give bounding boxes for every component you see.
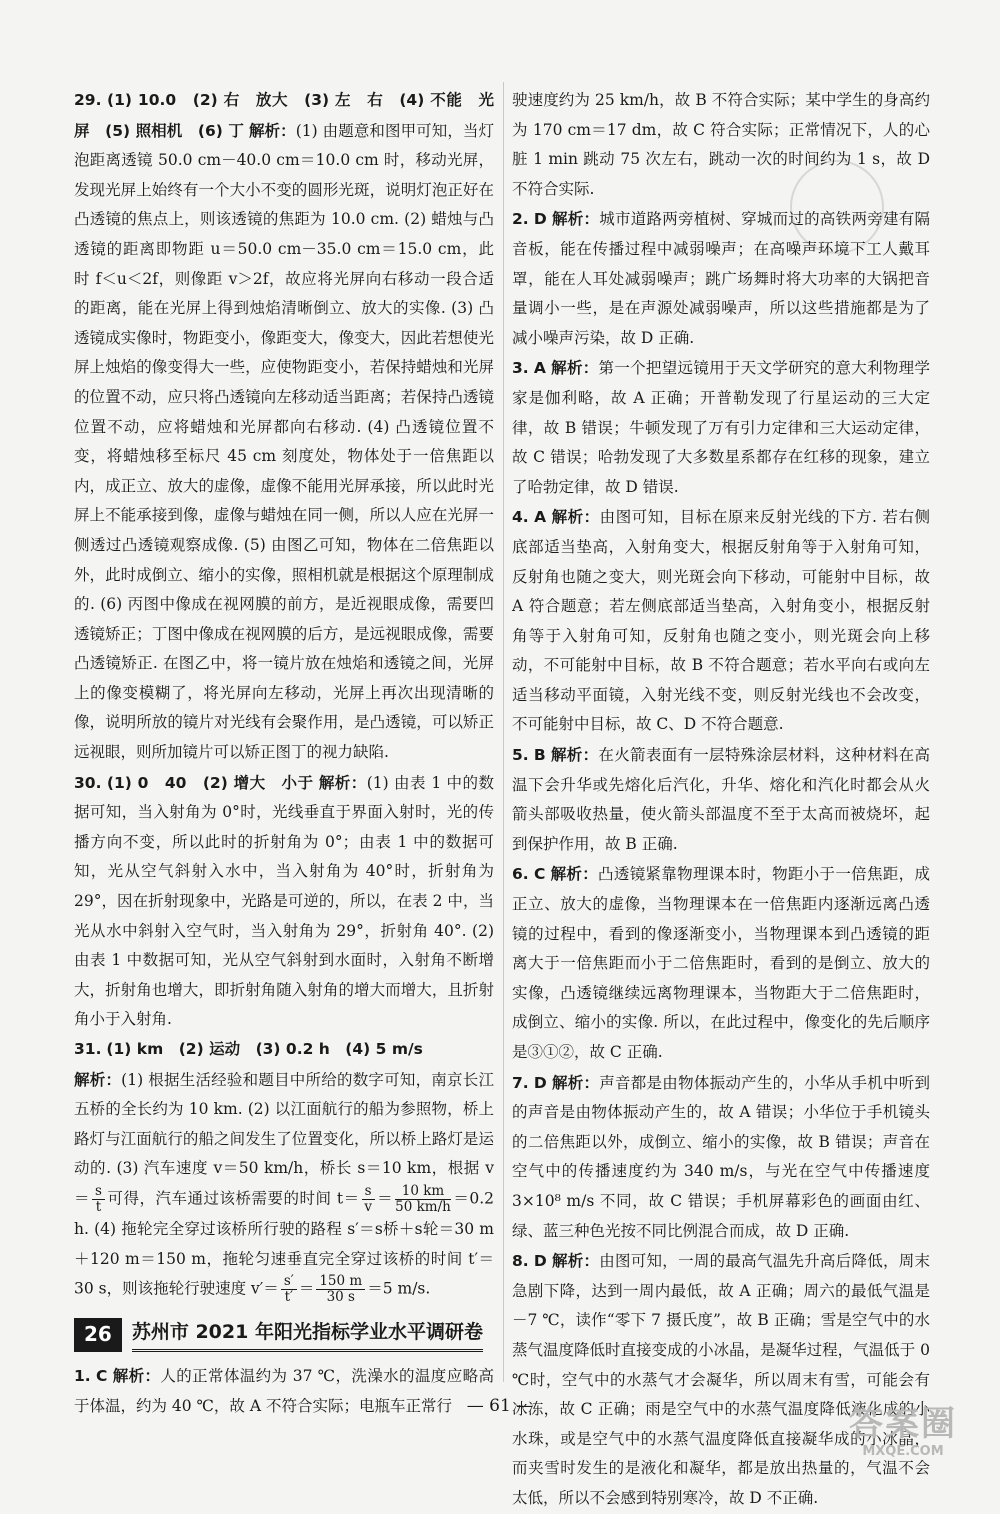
analysis-label: 解析：: [318, 772, 367, 792]
analysis-text: 在火箭表面有一层特殊涂层材料，这种材料在高温下会升华或先熔化后汽化，升华、熔化和汽化时都会从火箭头部吸收热量，使火箭头部温度不至于太高而被烧坏，起到保护作用，故 B 正确.: [512, 746, 930, 853]
question-3: [512, 353, 930, 502]
question-30: [74, 768, 494, 1035]
question-4: [512, 502, 930, 740]
answer: D: [533, 1073, 547, 1092]
answer: D: [533, 1252, 547, 1271]
analysis-label: 解析：: [112, 1366, 161, 1386]
question-6: [512, 859, 930, 1067]
question-number: 31.: [74, 1040, 102, 1058]
analysis-label: 解析：: [248, 120, 296, 140]
question-number: 5.: [512, 746, 529, 765]
column-divider: [503, 82, 504, 1382]
analysis-text: 声音都是由物体振动产生的，小华从手机中听到的声音是由物体振动产生的，故 A 错误；小华位于手机镜头的二倍焦距以外，成倒立、缩小的实像，故 B 错误；声音在空气中的传播速度约为 340 m/s，与光在空气中传播速度 3×10⁸ m/s 不同，故 C 错误；手机屏幕彩色的画面由红、绿、蓝三种色光按不同比例混合而成，故 D 正确.: [512, 1073, 930, 1240]
analysis-label: 解析：: [551, 1072, 600, 1092]
question-2: [512, 204, 930, 353]
analysis-text: ＝5 m/s.: [367, 1279, 431, 1298]
question-number: 7.: [512, 1073, 529, 1092]
question-7: [512, 1068, 930, 1247]
fraction: $\frac{s'}{t'}$: [281, 1274, 297, 1305]
answer: A: [533, 359, 546, 378]
question-number: 4.: [512, 508, 529, 527]
analysis-text: 人的正常体温约为 37 ℃，洗澡水的温度应略高于体温，约为 40 ℃，故 A 不符合实际；电瓶车正常行: [74, 1367, 494, 1415]
watermark-url: MXQE.COM: [862, 1444, 944, 1459]
analysis-text: (1) 由题意和图甲可知，当灯泡距离透镜 50.0 cm－40.0 cm＝10.0 cm 时，移动光屏，发现光屏上始终有一个大小不变的圆形光斑，说明灯泡正好在凸透镜的焦点上，则该透镜的焦距为 10.0 cm. (2) 蜡烛与凸透镜的距离即物距 u＝50.0 cm－35.0 cm＝15.0 cm，此时 f＜u＜2f，则像距 v＞2f，故应将光屏向右移动一段合适的距离，能在光屏上得到烛焰清晰倒立、放大的实像. (3) 凸透镜成实像时，物距变小，像距变大，像变大，因此若想使光屏上烛焰的像变得大一些，应使物距变小，若保持蜡烛和光屏的位置不动，应只将凸透镜向左移动适当距离；若保持凸透镜位置不动，应将蜡烛和光屏都向右移动. (4) 凸透镜位置不变，将蜡烛移至标尺 45 cm 刻度处，物体处于一倍焦距以内，成正立、放大的虚像，虚像不能用光屏承接，所以此时光屏上不能承接到像，虚像与蜡烛在同一侧，所以人应在光屏一侧透过凸透镜观察成像. (5) 由图乙可知，物体在二倍焦距以外，此时成倒立、缩小的实像，照相机就是根据这个原理制成的. (6) 丙图中像成在视网膜的前方，是近视眼成像，需要凹透镜矫正；丁图中像成在视网膜的后方，是远视眼成像，需要凸透镜矫正. 在图乙中，将一镜片放在烛焰和透镜之间，光屏上的像变模糊了，将光屏向左移动，光屏上再次出现清晰的像，说明所放的镜片对光线有会聚作用，是凸透镜，可以矫正远视眼，则所加镜片可以矫正图丁的视力缺陷.: [74, 121, 494, 762]
question-number: 29.: [74, 91, 102, 109]
section-number: 26: [74, 1318, 122, 1352]
watermark-logo: [830, 1404, 976, 1464]
right-column: [512, 86, 930, 1514]
question-number: 8.: [512, 1252, 529, 1271]
question-number: 3.: [512, 359, 529, 378]
analysis-text: 驶速度约为 25 km/h，故 B 不符合实际；某中学生的身高约为 170 cm＝17 dm，故 C 符合实际；正常情况下，人的心脏 1 min 跳动 75 次左右，跳动一次的时间约为 1 s，故 D 不符合实际.: [512, 91, 930, 198]
fraction: $\frac{s}{v}$: [362, 1184, 375, 1215]
question-29: [74, 86, 494, 768]
analysis-label: 解析：: [550, 864, 599, 884]
analysis-text: (1) 由表 1 中的数据可知，当入射角为 0°时，光线垂直于界面入射时，光的传播方向不变，所以此时的折射角为 0°；由表 1 中的数据可知，光从空气斜射入水中，当入射角为 40°时，折射角为 29°，因在折射现象中，光路是可逆的，所以，在表 2 中，当光从水中斜射入空气时，当入射角为 29°，折射角 40°. (2) 由表 1 中数据可知，光从空气斜射到水面时，入射角不断增大，折射角也增大，即折射角随入射角的增大而增大，且折射角小于入射角.: [74, 773, 494, 1029]
answer: (1) 0 40 (2) 增大 小于: [106, 773, 314, 792]
question-number: 1.: [74, 1367, 91, 1386]
question-number: 2.: [512, 210, 529, 229]
watermark-text: 答案圈: [849, 1404, 957, 1444]
answer: (1) 10.0 (2) 右 放大 (3) 左 右 (4) 不能 光屏 (5) 照相机 (6) 丁: [74, 91, 495, 140]
analysis-label: 解析：: [74, 1069, 122, 1089]
section-header: [74, 1319, 494, 1351]
question-1-continued: [512, 86, 930, 204]
answer: D: [533, 210, 547, 229]
question-number: 30.: [74, 773, 102, 792]
page-number: — 61 —: [466, 1396, 534, 1416]
analysis-label: 解析：: [551, 507, 600, 527]
answer: C: [96, 1367, 108, 1386]
section-title: 苏州市 2021 年阳光指标学业水平调研卷: [132, 1318, 483, 1353]
fraction: $\frac{150 m}{30 s}$: [316, 1274, 365, 1305]
analysis-label: 解析：: [551, 209, 600, 229]
analysis-text: ＝0.2 h. (4) 拖轮完全穿过该桥所行驶的路程 s′＝s桥＋s轮＝30 m＋120 m＝150 m，拖轮匀速垂直完全穿过该桥的时间 t′＝30 s，则该拖轮行驶速度 v′＝: [74, 1189, 494, 1298]
left-column: [74, 86, 494, 1421]
answer: C: [533, 865, 546, 884]
analysis-text: 由图可知，一周的最高气温先升高后降低，周末急剧下降，达到一周内最低，故 A 正确；周六的最低气温是－7 ℃，读作“零下 7 摄氏度”，故 B 正确；雪是空气中的水蒸气温度降低时直接变成的小冰晶，是凝华过程，气温低于 0 ℃时，空气中的水蒸气才会凝华，所以周末有雪，可能会有冰冻，故 C 正确；雨是空气中的水蒸气温度降低液化成的小水珠，或是空气中的水蒸气温度降低直接凝华成的小冰晶，而夹雪时发生的是液化和凝华，都是放出热量的，气温不会太低，所以不会感到特别寒冷，故 D 不正确.: [512, 1252, 930, 1507]
analysis-text: 城市道路两旁植树、穿城而过的高铁两旁建有隔音板，能在传播过程中减弱噪声；在高噪声环境下工人戴耳罩，能在人耳处减弱噪声；跳广场舞时将大功率的大锅把音量调小一些，是在声源处减弱噪声，所以这些措施都是为了减小噪声污染，故 D 正确.: [512, 210, 930, 347]
analysis-text: 第一个把望远镜用于天文学研究的意大利物理学家是伽利略，故 A 正确；开普勒发现了行星运动的三大定律，故 B 错误；牛顿发现了万有引力定律和三大运动定律，故 C 错误；哈勃发现了大多数星系都存在红移的现象，建立了哈勃定律，故 D 错误.: [512, 359, 930, 496]
analysis-label: 解析：: [550, 745, 599, 765]
question-8: [512, 1246, 930, 1513]
answer: B: [533, 746, 546, 765]
question-5: [512, 740, 930, 859]
analysis-text: 可得，汽车通过该桥需要的时间 t＝: [106, 1189, 360, 1208]
analysis-label: 解析：: [551, 1251, 600, 1271]
analysis-text: 由图可知，目标在原来反射光线的下方. 若右侧底部适当垫高，入射角变大，根据反射角等于入射角可知，反射角也随之变大，则光斑会向下移动，可能射中目标，故 A 符合题意；若左侧底部适当垫高，入射角变小，根据反射角等于入射角可知，反射角也随之变小，则光斑会向上移动，不可能射中目标，故 B 不符合题意；若水平向右或向左适当移动平面镜，入射光线不变，则反射光线也不会改变，不可能射中目标，故 C、D 不符合题意.: [512, 508, 930, 734]
analysis-text: 凸透镜紧靠物理课本时，物距小于一倍焦距，成正立、放大的虚像，当物理课本在一倍焦距内逐渐远离凸透镜的过程中，看到的像逐渐变小，当物理课本到凸透镜的距离大于一倍焦距而小于二倍焦距时，看到的是倒立、放大的实像，凸透镜继续远离物理课本，当物距大于二倍焦距时，成倒立、缩小的实像. 所以，在此过程中，像变化的先后顺序是③①②，故 C 正确.: [512, 865, 930, 1061]
fraction: $\frac{s}{t}$: [92, 1184, 105, 1215]
answer: A: [534, 508, 547, 527]
analysis-text: (1) 根据生活经验和题目中所给的数字可知，南京长江五桥的全长约为 10 km. (2) 以江面航行的船为参照物，桥上路灯与江面航行的船之间发生了位置变化，所以桥上路灯是运动的. (3) 汽车速度 v＝50 km/h，桥长 s＝10 km，根据 v＝: [74, 1070, 494, 1208]
question-31: 31. (1) km (2) 运动 (3) 0.2 h (4) 5 m/s 解析：(1) 根据生活经验和题目中所给的数字可知，南京长江五桥的全长约为 10 km. (2) 以江面航行的船为参照物，桥上路灯与江面航行的船之间发生了位置变化，所以桥上路灯是运动的. (3) 汽车速度 v＝50 km/h，桥长 s＝10 km，根据 v＝ $\frac{s}{t}$ 可得，汽车通过该桥需要的时间 t＝ $\frac{s}{v}$ ＝ $\frac{10 km}{50 km/h}$ ＝0.2 h. (4) 拖轮完全穿过该桥所行驶的路程 s′＝s桥＋s轮＝30 m＋120 m＝150 m，拖轮匀速垂直完全穿过该桥的时间 t′＝30 s，则该拖轮行驶速度 v′＝ $\frac{s'}{t'}$ ＝ $\frac{150 m}{30 s}$ ＝5 m/s.: [74, 1040, 494, 1306]
question-number: 6.: [512, 865, 529, 884]
fraction: $\frac{10 km}{50 km/h}$: [395, 1182, 451, 1215]
analysis-label: 解析：: [551, 358, 599, 378]
answer: (1) km (2) 运动 (3) 0.2 h (4) 5 m/s: [106, 1040, 423, 1058]
